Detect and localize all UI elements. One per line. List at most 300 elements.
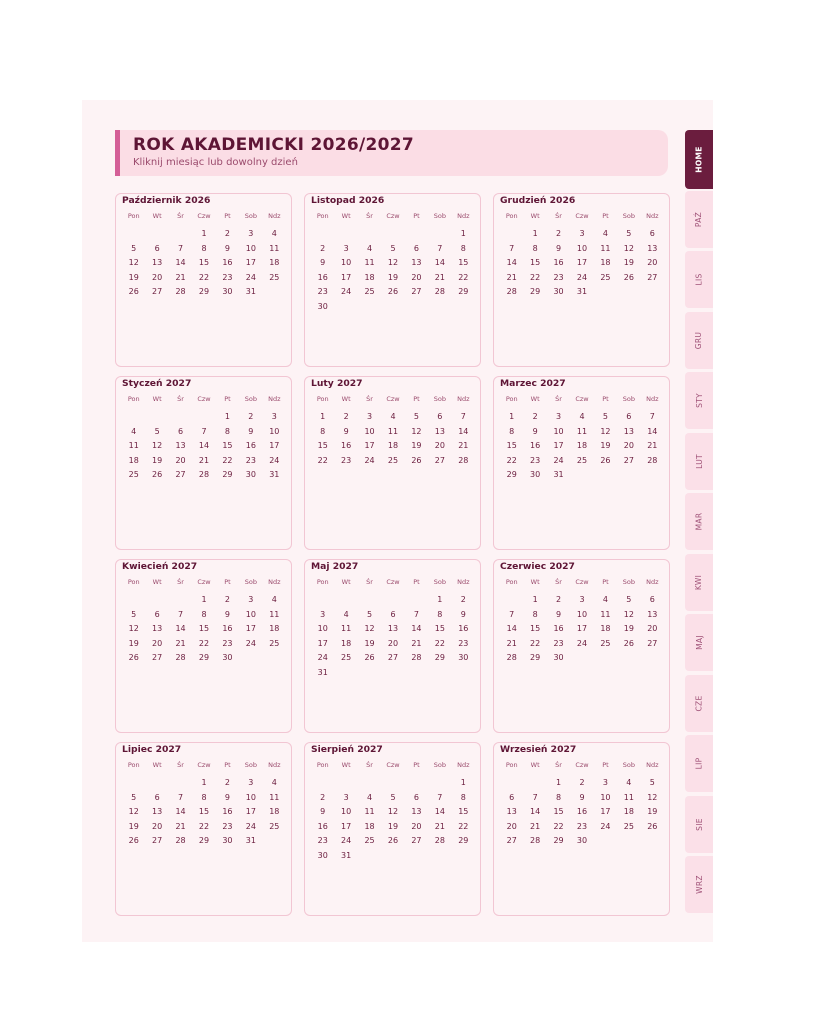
day-cell[interactable]: 29 [506, 470, 517, 479]
day-cell[interactable]: 15 [317, 441, 328, 450]
day-cell[interactable]: 18 [600, 624, 611, 633]
day-cell[interactable]: 2 [556, 595, 562, 604]
day-cell[interactable]: 17 [341, 272, 352, 282]
day-cell[interactable]: 10 [245, 243, 256, 253]
day-cell[interactable]: 22 [434, 638, 445, 648]
day-cell[interactable]: 19 [387, 272, 399, 282]
day-cell[interactable]: 30 [553, 653, 564, 662]
day-cell[interactable]: 22 [198, 272, 210, 282]
day-cell[interactable]: 25 [364, 836, 375, 845]
day-cell[interactable]: 4 [343, 609, 349, 619]
day-cell[interactable]: 15 [222, 441, 233, 450]
day-cell[interactable]: 16 [553, 258, 564, 267]
day-cell[interactable]: 8 [201, 243, 207, 253]
day-cell[interactable]: 2 [579, 778, 585, 787]
day-cell[interactable]: 20 [152, 272, 163, 282]
day-cell[interactable]: 26 [600, 455, 611, 465]
day-cell[interactable]: 28 [175, 287, 186, 296]
day-cell[interactable]: 5 [390, 243, 396, 253]
day-cell[interactable]: 5 [154, 426, 160, 436]
month-card[interactable] [493, 376, 670, 550]
day-cell[interactable]: 22 [222, 455, 233, 465]
day-cell[interactable]: 4 [131, 426, 137, 436]
month-title[interactable]: Grudzień 2026 [500, 195, 576, 206]
day-cell[interactable]: 29 [434, 653, 445, 662]
day-cell[interactable]: 15 [506, 441, 517, 450]
day-cell[interactable]: 5 [131, 609, 137, 619]
day-cell[interactable]: 3 [320, 609, 326, 619]
day-cell[interactable]: 18 [364, 821, 375, 831]
day-cell[interactable]: 17 [245, 624, 256, 633]
day-cell[interactable]: 30 [222, 287, 233, 296]
day-cell[interactable]: 15 [434, 624, 445, 633]
day-cell[interactable]: 22 [458, 272, 469, 282]
day-cell[interactable]: 14 [458, 426, 469, 436]
day-cell[interactable]: 10 [600, 792, 611, 802]
day-cell[interactable]: 2 [343, 412, 349, 421]
day-cell[interactable]: 2 [532, 412, 538, 421]
day-cell[interactable]: 9 [556, 609, 562, 619]
tab-lut[interactable] [685, 433, 713, 490]
day-cell[interactable]: 16 [458, 624, 469, 633]
day-cell[interactable]: 27 [411, 287, 422, 296]
day-cell[interactable]: 3 [556, 412, 562, 421]
day-cell[interactable]: 23 [245, 455, 256, 465]
day-cell[interactable]: 2 [248, 412, 254, 421]
day-cell[interactable]: 5 [649, 778, 655, 787]
day-cell[interactable]: 29 [553, 836, 564, 845]
day-cell[interactable]: 21 [175, 272, 186, 282]
day-cell[interactable]: 4 [390, 412, 396, 421]
day-cell[interactable]: 12 [364, 624, 375, 633]
month-card[interactable] [493, 742, 670, 916]
day-cell[interactable]: 5 [390, 792, 396, 802]
day-cell[interactable]: 26 [647, 821, 658, 831]
day-cell[interactable]: 13 [434, 426, 445, 436]
day-cell[interactable]: 2 [224, 229, 230, 238]
month-card[interactable] [115, 559, 292, 733]
day-cell[interactable]: 6 [154, 609, 160, 619]
day-cell[interactable]: 6 [154, 792, 160, 802]
day-cell[interactable]: 13 [152, 807, 163, 816]
day-cell[interactable]: 3 [248, 229, 254, 238]
day-cell[interactable]: 26 [128, 287, 139, 296]
day-cell[interactable]: 1 [556, 778, 562, 787]
day-cell[interactable]: 24 [600, 821, 611, 831]
day-cell[interactable]: 19 [152, 455, 163, 465]
day-cell[interactable]: 10 [576, 609, 588, 619]
day-cell[interactable]: 3 [248, 778, 254, 787]
day-cell[interactable]: 31 [576, 287, 588, 296]
day-cell[interactable]: 3 [271, 412, 277, 421]
day-cell[interactable]: 15 [458, 807, 469, 816]
day-cell[interactable]: 29 [458, 287, 469, 296]
day-cell[interactable]: 9 [460, 609, 466, 619]
day-cell[interactable]: 6 [413, 243, 419, 253]
day-cell[interactable]: 11 [600, 609, 611, 619]
day-cell[interactable]: 31 [269, 470, 280, 479]
day-cell[interactable]: 10 [576, 243, 588, 253]
day-cell[interactable]: 1 [460, 229, 466, 238]
day-cell[interactable]: 8 [224, 426, 230, 436]
day-cell[interactable]: 10 [341, 807, 352, 816]
month-title[interactable]: Luty 2027 [311, 378, 363, 389]
day-cell[interactable]: 11 [387, 426, 399, 436]
day-cell[interactable]: 20 [411, 272, 422, 282]
day-cell[interactable]: 19 [128, 638, 139, 648]
day-cell[interactable]: 23 [222, 272, 233, 282]
day-cell[interactable]: 7 [532, 792, 538, 802]
day-cell[interactable]: 16 [222, 807, 233, 816]
tab-sie[interactable] [685, 796, 713, 853]
day-cell[interactable]: 11 [269, 609, 280, 619]
day-cell[interactable]: 6 [390, 609, 396, 619]
day-cell[interactable]: 24 [576, 638, 588, 648]
day-cell[interactable]: 9 [579, 792, 585, 802]
day-cell[interactable]: 9 [320, 258, 326, 267]
day-cell[interactable]: 8 [201, 609, 207, 619]
month-title[interactable]: Lipiec 2027 [122, 744, 182, 755]
day-cell[interactable]: 25 [600, 638, 611, 648]
day-cell[interactable]: 31 [317, 667, 328, 677]
day-cell[interactable]: 11 [364, 258, 375, 267]
day-cell[interactable]: 9 [224, 609, 230, 619]
day-cell[interactable]: 7 [178, 243, 184, 253]
day-cell[interactable]: 9 [320, 807, 326, 816]
day-cell[interactable]: 27 [175, 470, 186, 479]
day-cell[interactable]: 6 [413, 792, 419, 802]
day-cell[interactable]: 1 [437, 595, 443, 604]
day-cell[interactable]: 3 [248, 595, 254, 604]
day-cell[interactable]: 20 [434, 441, 445, 450]
month-title[interactable]: Czerwiec 2027 [500, 561, 575, 572]
day-cell[interactable]: 9 [532, 426, 538, 436]
day-cell[interactable]: 29 [198, 653, 210, 662]
day-cell[interactable]: 13 [152, 624, 163, 633]
day-cell[interactable]: 14 [530, 807, 541, 816]
day-cell[interactable]: 15 [553, 807, 564, 816]
day-cell[interactable]: 20 [506, 821, 517, 831]
day-cell[interactable]: 7 [413, 609, 419, 619]
day-cell[interactable]: 24 [364, 455, 375, 465]
day-cell[interactable]: 25 [128, 470, 139, 479]
day-cell[interactable]: 3 [579, 229, 585, 238]
day-cell[interactable]: 13 [411, 258, 422, 267]
day-cell[interactable]: 26 [411, 455, 422, 465]
day-cell[interactable]: 19 [600, 441, 611, 450]
day-cell[interactable]: 8 [437, 609, 443, 619]
day-cell[interactable]: 27 [411, 836, 422, 845]
day-cell[interactable]: 14 [198, 441, 210, 450]
day-cell[interactable]: 21 [175, 821, 186, 831]
day-cell[interactable]: 30 [222, 836, 233, 845]
day-cell[interactable]: 13 [647, 243, 658, 253]
day-cell[interactable]: 22 [530, 638, 541, 648]
day-cell[interactable]: 21 [434, 272, 445, 282]
day-cell[interactable]: 25 [269, 638, 280, 648]
day-cell[interactable]: 6 [154, 243, 160, 253]
day-cell[interactable]: 9 [556, 243, 562, 253]
day-cell[interactable]: 26 [152, 470, 163, 479]
day-cell[interactable]: 13 [387, 624, 399, 633]
day-cell[interactable]: 1 [532, 229, 538, 238]
day-cell[interactable]: 17 [600, 807, 611, 816]
day-cell[interactable]: 27 [434, 455, 445, 465]
day-cell[interactable]: 15 [530, 624, 541, 633]
day-cell[interactable]: 4 [367, 243, 373, 253]
day-cell[interactable]: 10 [245, 792, 256, 802]
day-cell[interactable]: 26 [387, 836, 399, 845]
day-cell[interactable]: 11 [600, 243, 611, 253]
day-cell[interactable]: 21 [506, 272, 517, 282]
day-cell[interactable]: 7 [201, 426, 207, 436]
day-cell[interactable]: 1 [532, 595, 538, 604]
day-cell[interactable]: 27 [152, 836, 163, 845]
day-cell[interactable]: 16 [530, 441, 541, 450]
day-cell[interactable]: 25 [600, 272, 611, 282]
day-cell[interactable]: 20 [647, 624, 658, 633]
day-cell[interactable]: 20 [152, 638, 163, 648]
day-cell[interactable]: 24 [341, 836, 352, 845]
tab-gru[interactable] [685, 312, 713, 369]
day-cell[interactable]: 7 [509, 243, 515, 253]
day-cell[interactable]: 12 [623, 243, 634, 253]
day-cell[interactable]: 6 [626, 412, 632, 421]
day-cell[interactable]: 27 [647, 272, 658, 282]
day-cell[interactable]: 15 [198, 624, 210, 633]
day-cell[interactable]: 9 [248, 426, 254, 436]
day-cell[interactable]: 12 [600, 426, 611, 436]
day-cell[interactable]: 12 [647, 792, 658, 802]
day-cell[interactable]: 6 [649, 595, 655, 604]
day-cell[interactable]: 25 [576, 455, 588, 465]
day-cell[interactable]: 28 [506, 287, 517, 296]
day-cell[interactable]: 10 [317, 624, 328, 633]
day-cell[interactable]: 30 [530, 470, 541, 479]
day-cell[interactable]: 20 [175, 455, 186, 465]
day-cell[interactable]: 13 [175, 441, 186, 450]
day-cell[interactable]: 9 [224, 792, 230, 802]
day-cell[interactable]: 22 [317, 455, 328, 465]
month-card[interactable] [115, 193, 292, 367]
day-cell[interactable]: 4 [367, 792, 373, 802]
day-cell[interactable]: 17 [269, 441, 280, 450]
month-card[interactable] [493, 559, 670, 733]
day-cell[interactable]: 23 [576, 821, 588, 831]
day-cell[interactable]: 10 [269, 426, 280, 436]
day-cell[interactable]: 23 [553, 272, 564, 282]
day-cell[interactable]: 19 [411, 441, 422, 450]
day-cell[interactable]: 19 [387, 821, 399, 831]
day-cell[interactable]: 29 [530, 287, 541, 296]
month-card[interactable] [115, 376, 292, 550]
day-cell[interactable]: 10 [341, 258, 352, 267]
day-cell[interactable]: 4 [579, 412, 585, 421]
day-cell[interactable]: 18 [341, 638, 352, 648]
day-cell[interactable]: 22 [553, 821, 564, 831]
day-cell[interactable]: 28 [530, 836, 541, 845]
day-cell[interactable]: 2 [320, 792, 326, 802]
day-cell[interactable]: 11 [269, 792, 280, 802]
day-cell[interactable]: 24 [245, 272, 256, 282]
day-cell[interactable]: 3 [579, 595, 585, 604]
day-cell[interactable]: 13 [647, 609, 658, 619]
day-cell[interactable]: 12 [128, 624, 139, 633]
day-cell[interactable]: 14 [434, 258, 445, 267]
day-cell[interactable]: 19 [623, 258, 634, 267]
day-cell[interactable]: 12 [387, 258, 399, 267]
day-cell[interactable]: 7 [437, 243, 443, 253]
day-cell[interactable]: 20 [152, 821, 163, 831]
day-cell[interactable]: 23 [553, 638, 564, 648]
day-cell[interactable]: 29 [198, 836, 210, 845]
day-cell[interactable]: 12 [128, 807, 139, 816]
day-cell[interactable]: 14 [434, 807, 445, 816]
day-cell[interactable]: 7 [437, 792, 443, 802]
day-cell[interactable]: 3 [343, 792, 349, 802]
month-card[interactable] [115, 742, 292, 916]
tab-paź[interactable] [685, 191, 713, 248]
day-cell[interactable]: 14 [175, 807, 186, 816]
day-cell[interactable]: 15 [198, 258, 210, 267]
day-cell[interactable]: 15 [198, 807, 210, 816]
day-cell[interactable]: 24 [245, 638, 256, 648]
month-title[interactable]: Listopad 2026 [311, 195, 385, 206]
day-cell[interactable]: 22 [458, 821, 469, 831]
day-cell[interactable]: 5 [367, 609, 373, 619]
day-cell[interactable]: 14 [506, 624, 517, 633]
day-cell[interactable]: 19 [623, 624, 634, 633]
day-cell[interactable]: 7 [178, 792, 184, 802]
day-cell[interactable]: 1 [224, 412, 230, 421]
day-cell[interactable]: 12 [387, 807, 399, 816]
day-cell[interactable]: 8 [460, 792, 466, 802]
day-cell[interactable]: 1 [201, 778, 207, 787]
day-cell[interactable]: 8 [532, 609, 538, 619]
day-cell[interactable]: 13 [152, 258, 163, 267]
day-cell[interactable]: 20 [623, 441, 634, 450]
day-cell[interactable]: 30 [245, 470, 256, 479]
day-cell[interactable]: 18 [387, 441, 399, 450]
day-cell[interactable]: 18 [576, 441, 588, 450]
day-cell[interactable]: 5 [413, 412, 419, 421]
day-cell[interactable]: 16 [222, 258, 233, 267]
day-cell[interactable]: 30 [553, 287, 564, 296]
day-cell[interactable]: 21 [458, 441, 469, 450]
day-cell[interactable]: 16 [317, 821, 328, 831]
day-cell[interactable]: 29 [458, 836, 469, 845]
day-cell[interactable]: 7 [178, 609, 184, 619]
day-cell[interactable]: 15 [458, 258, 469, 267]
day-cell[interactable]: 12 [152, 441, 163, 450]
day-cell[interactable]: 22 [198, 821, 210, 831]
day-cell[interactable]: 31 [341, 850, 352, 860]
day-cell[interactable]: 19 [128, 821, 139, 831]
day-cell[interactable]: 27 [506, 836, 517, 845]
day-cell[interactable]: 30 [576, 836, 588, 845]
day-cell[interactable]: 2 [556, 229, 562, 238]
day-cell[interactable]: 18 [269, 624, 280, 633]
day-cell[interactable]: 26 [387, 287, 399, 296]
day-cell[interactable]: 4 [271, 229, 277, 238]
day-cell[interactable]: 23 [317, 836, 328, 845]
day-cell[interactable]: 30 [317, 301, 328, 311]
day-cell[interactable]: 2 [320, 243, 326, 253]
day-cell[interactable]: 25 [623, 821, 634, 831]
day-cell[interactable]: 27 [152, 653, 163, 662]
month-card[interactable] [304, 559, 481, 733]
day-cell[interactable]: 25 [364, 287, 375, 296]
day-cell[interactable]: 8 [556, 792, 562, 802]
day-cell[interactable]: 1 [320, 412, 326, 421]
day-cell[interactable]: 4 [271, 595, 277, 604]
day-cell[interactable]: 11 [364, 807, 375, 816]
day-cell[interactable]: 1 [201, 595, 207, 604]
day-cell[interactable]: 30 [458, 653, 469, 662]
day-cell[interactable]: 14 [647, 426, 658, 436]
day-cell[interactable]: 2 [224, 778, 230, 787]
month-title[interactable]: Wrzesień 2027 [500, 744, 577, 755]
day-cell[interactable]: 17 [245, 258, 256, 267]
day-cell[interactable]: 3 [602, 778, 608, 787]
day-cell[interactable]: 17 [553, 441, 564, 450]
day-cell[interactable]: 16 [341, 441, 352, 450]
day-cell[interactable]: 8 [320, 426, 326, 436]
month-title[interactable]: Styczeń 2027 [122, 378, 192, 389]
day-cell[interactable]: 21 [506, 638, 517, 648]
day-cell[interactable]: 22 [506, 455, 517, 465]
day-cell[interactable]: 4 [626, 778, 632, 787]
day-cell[interactable]: 13 [411, 807, 422, 816]
day-cell[interactable]: 28 [458, 455, 469, 465]
day-cell[interactable]: 8 [509, 426, 515, 436]
tab-maj[interactable] [685, 614, 713, 671]
day-cell[interactable]: 23 [222, 821, 233, 831]
day-cell[interactable]: 21 [175, 638, 186, 648]
day-cell[interactable]: 18 [600, 258, 611, 267]
day-cell[interactable]: 20 [411, 821, 422, 831]
day-cell[interactable]: 6 [649, 229, 655, 238]
day-cell[interactable]: 28 [506, 653, 517, 662]
day-cell[interactable]: 26 [623, 272, 634, 282]
day-cell[interactable]: 18 [364, 272, 375, 282]
day-cell[interactable]: 5 [602, 412, 608, 421]
tab-home[interactable] [685, 130, 713, 189]
day-cell[interactable]: 16 [553, 624, 564, 633]
day-cell[interactable]: 23 [317, 287, 328, 296]
month-card[interactable] [304, 376, 481, 550]
day-cell[interactable]: 1 [460, 778, 466, 787]
tab-mar[interactable] [685, 493, 713, 550]
day-cell[interactable]: 17 [341, 821, 352, 831]
day-cell[interactable]: 25 [269, 272, 280, 282]
day-cell[interactable]: 18 [269, 258, 280, 267]
day-cell[interactable]: 3 [343, 243, 349, 253]
day-cell[interactable]: 23 [341, 455, 352, 465]
day-cell[interactable]: 4 [271, 778, 277, 787]
day-cell[interactable]: 28 [434, 836, 445, 845]
day-cell[interactable]: 17 [317, 638, 328, 648]
day-cell[interactable]: 30 [222, 653, 233, 662]
tab-lis[interactable] [685, 251, 713, 308]
day-cell[interactable]: 21 [411, 638, 422, 648]
day-cell[interactable]: 6 [509, 792, 515, 802]
day-cell[interactable]: 21 [434, 821, 445, 831]
day-cell[interactable]: 13 [623, 426, 634, 436]
day-cell[interactable]: 31 [245, 836, 256, 845]
day-cell[interactable]: 29 [530, 653, 541, 662]
day-cell[interactable]: 23 [530, 455, 541, 465]
